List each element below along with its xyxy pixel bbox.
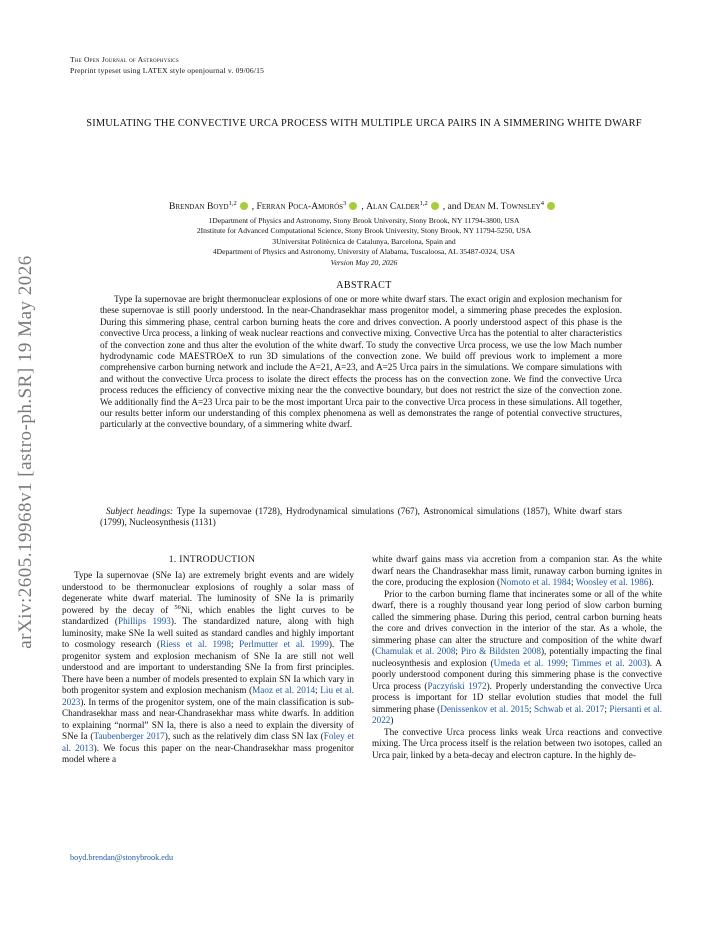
affiliation: 4Department of Physics and Astronomy, University of Alabama, Tuscaloosa, AL 35487-0324, USA	[212, 247, 516, 257]
text: ).	[648, 577, 654, 587]
paragraph: Prior to the carbon burning flame that incinerates some or all of the white dwarf, there is a roughly thousand year long period of slow carbon burning called the simmering phase. During this period, central carbon burning heats the core and drives convection in the interior of the star. As a whole, the simmering phase can alter the structure and composition of the white dwarf (Chamulak et al. 2008; Piro & Bildsten 2008), potentially impacting the final nucleosynthesis and explosion (Umeda et al. 1999; Timmes et al. 2003). A poorly understood component during this simmering phase is the convective Urca process (Paczyński 1972). Properly understanding the convective Urca process is important for 1D stellar evolution studies that model the full simmering phase (Denissenkov et al. 2015; Schwab et al. 2017; Piersanti et al. 2022)	[372, 588, 663, 725]
orcid-icon[interactable]	[431, 202, 439, 210]
arxiv-stamp	[4, 232, 48, 672]
text: ). In terms of the progenitor system, one of the main classification is sub-Chandrasekhar mass and near-Chandrasekhar mass white dwarfs. In addition to explaining “normal” SN Ia, there is also a need to explain the diversity of SNe Ia (	[62, 696, 354, 741]
text: Prior to the carbon burning flame that incinerates some or all of the white dwarf, there is a roughly thousand year long period of slow carbon burning called the simmering phase. During this period, central carbon burning heats the core and drives convection in the interior of the star. As a whole, the simmering phase can alter the structure and composition of the white dwarf (	[372, 588, 662, 656]
text: ), such as the relatively dim class SN Iax (	[164, 731, 324, 741]
text: ), potentially impacting the final nucleosynthesis and explosion (	[372, 646, 662, 668]
author-name: Alan Calder	[366, 201, 420, 212]
citation-link[interactable]: Piro & Bildsten 2008	[460, 646, 541, 656]
paragraph: Type Ia supernovae (SNe Ia) are extremely bright events and are widely understood to be thermonuclear explosions of roughly a solar mass of degenerate white dwarf material. The luminosity of SNe Ia is primarily powered by the decay of $^{56}$Ni, which enables the light curves to be standardized (Phillips 1993). The standardized nature, along with high luminosity, make SNe Ia well suited as standard candles and highly important to cosmology research (Riess et al. 1998; Perlmutter et al. 1999). The progenitor system and explosion mechanism of SNe Ia are still not well understood and are important to understanding SNe Ia from first principles. There have been a number of models presented to explain SN Ia which vary in both progenitor system and explosion mechanism (Maoz et al. 2014; Liu et al. 2023). In terms of the progenitor system, one of the main classification is sub-Chandrasekhar mass and near-Chandrasekhar mass white dwarfs. In addition to explaining “normal” SN Ia, there is also a need to explain the diversity of SNe Ia (Taubenberger 2017), such as the relatively dim class SN Iax (Foley et al. 2013). We focus this paper on the near-Chandrasekhar mass progenitor model where a	[62, 570, 355, 764]
journal-name: The Open Journal of Astrophysics	[70, 55, 179, 64]
citation-link[interactable]: Paczyński 1972	[427, 680, 487, 691]
subject-headings-list: Type Ia supernovae (1728), Hydrodynamical simulations (767), Astronomical simulations (1857), White dwarf stars (1799), Nucleosynthesis (1131)	[100, 506, 623, 528]
citation-link[interactable]: Timmes et al. 2003	[571, 657, 647, 668]
citation-link[interactable]: Perlmutter et al. 1999	[239, 639, 329, 649]
orcid-icon[interactable]	[349, 202, 357, 210]
author-affil: 1,2	[228, 200, 237, 207]
citation-link[interactable]: Chamulak et al. 2008	[375, 646, 456, 656]
version-date: Version May 20, 2026	[330, 257, 398, 267]
author-affil: 3	[343, 200, 347, 207]
text: ). A poorly understood component during this simmering phase is the convective Urca process (	[372, 657, 663, 691]
citation-link[interactable]: Woosley et al. 1986	[575, 577, 649, 587]
author-affil: 4	[540, 200, 544, 207]
author-name: Ferran Poca-Amorós	[256, 201, 344, 212]
text: ). The progenitor system and explosion mechanism of SNe Ia are still not well understood and are important to understanding SNe Ia from first principles. There have been a number of models presented to explain SN Ia which vary in both progenitor system and explosion mechanism (	[62, 639, 354, 695]
affiliation: 2Institute for Advanced Computational Science, Stony Brook University, Stony Brook, NY 11794-5250, USA	[196, 226, 532, 236]
author-separator: ,	[251, 201, 257, 212]
citation-link[interactable]: Umeda et al. 1999	[493, 657, 566, 668]
author-separator: ,	[361, 201, 367, 212]
affiliations	[70, 216, 658, 268]
author-separator: , and	[442, 201, 464, 212]
affiliation: 1Department of Physics and Astronomy, Stony Brook University, Stony Brook, NY 11794-3800, USA	[208, 216, 520, 225]
abstract-heading: ABSTRACT	[336, 280, 392, 291]
citation-link[interactable]: Piersanti et al. 2022	[372, 703, 662, 725]
citation-link[interactable]: Riess et al. 1998	[160, 639, 231, 649]
citation-link[interactable]: Maoz et al. 2014	[252, 685, 316, 695]
citation-link[interactable]: Denissenkov et al. 2015	[440, 703, 529, 714]
subject-headings	[100, 506, 622, 529]
citation-link[interactable]: Foley et al. 2013	[62, 731, 355, 753]
text: Type Ia supernovae (SNe Ia) are extremely bright events and are widely understood to be thermonuclear explosions of roughly a solar mass of degenerate white dwarf material. The luminosity of SNe Ia is primarily powered by the decay of	[62, 570, 354, 615]
journal-header	[70, 54, 264, 76]
affiliation: 3Universitat Politècnica de Catalunya, Barcelona, Spain and	[272, 236, 456, 246]
text: ). Properly understanding the convective Urca process is important for 1D stellar evolution studies that model the full simmering phase (	[372, 680, 662, 714]
text: )	[390, 715, 394, 725]
author-affil: 1,2	[419, 200, 428, 207]
citation-link[interactable]: Phillips 1993	[117, 616, 171, 626]
text: Ni, which enables the light curves to be standardized (	[62, 604, 354, 626]
citation-link[interactable]: Liu et al. 2023	[62, 685, 354, 707]
text: ). We focus this paper on the near-Chandrasekhar mass progenitor model where a	[62, 742, 354, 764]
author-list	[70, 201, 658, 212]
paper-title: SIMULATING THE CONVECTIVE URCA PROCESS WITH MULTIPLE URCA PAIRS IN A SIMMERING WHITE DWARF	[86, 118, 642, 129]
paragraph: The convective Urca process links weak Urca reactions and convective mixing. The Urca process itself is the relation between two isotopes, called an Urca pair, linked by a beta-decay and electron capture. In the highly de-	[372, 726, 662, 760]
section-heading: 1. INTRODUCTION	[168, 554, 256, 565]
orcid-icon[interactable]	[240, 202, 248, 210]
paragraph: white dwarf gains mass via accretion from a companion star. As the white dwarf nears the Chandrasekhar mass limit, runaway carbon burning ignites in the core, producing the explosion (Nomoto et al. 1984; Woosley et al. 1986).	[372, 554, 662, 587]
preprint-note: Preprint typeset using LATEX style openjournal v. 09/06/15	[70, 66, 265, 75]
column-left	[62, 570, 354, 766]
isotope-mass: 56	[174, 603, 181, 611]
column-right	[372, 554, 662, 761]
text: ). The standardized nature, along with high luminosity, make SNe Ia well suited as standard candles and highly important to cosmology research (	[62, 616, 354, 649]
author-name: Brendan Boyd	[169, 201, 229, 212]
citation-link[interactable]: Taubenberger 2017	[93, 731, 165, 741]
text: white dwarf gains mass via accretion from a companion star. As the white dwarf nears the Chandrasekhar mass limit, runaway carbon burning ignites in the core, producing the explosion (	[372, 554, 662, 587]
abstract-text: Type Ia supernovae are bright thermonuclear explosions of one or more white dwarf stars. The exact origin and explosion mechanism for these supernovae is still poorly understood. In the near-Chandrasekhar mass progenitor model, a simmering phase precedes the explosion. During this simmering phase, central carbon burning heats the core and drives convection. A poorly understood aspect of this phase is the convective Urca process, a linking of weak nuclear reactions and convective mixing. Convective Urca has the potential to alter characteristics of the convection zone and thus alter the evolution of the white dwarf. To study the convective Urca process, we use the low Mach number hydrodynamic code MAESTROeX to run 3D simulations of the convection zone. We build off previous work to implement a more comprehensive carbon burning network and include the A=21, A=23, and A=25 Urca pairs in the simulations. We compare simulations with and without the convective Urca process to isolate the direct effects the process has on the convection zone. We find the convective Urca process reduces the efficiency of convective mixing near the the convective boundary, but does not restrict the size of the convection zone. We additionally find the A=23 Urca pair to be the most important Urca pair to the convective Urca process in these simulations. All together, our results better inform our understanding of this complex phenomena as well as demonstrates the range of potential convective structures, particularly at the convective boundary, of a simmering white dwarf.	[100, 294, 622, 430]
author-email-link[interactable]: boyd.brendan@stonybrook.edu	[70, 853, 174, 862]
citation-link[interactable]: Nomoto et al. 1984	[500, 577, 572, 587]
arxiv-id: arXiv:2605.19968v1 [astro-ph.SR] 19 May 2026	[15, 255, 36, 649]
citation-link[interactable]: Schwab et al. 2017	[533, 703, 605, 714]
author-name: Dean M. Townsley	[463, 201, 541, 212]
subject-headings-label: Subject headings:	[106, 506, 174, 516]
orcid-icon[interactable]	[547, 202, 555, 210]
